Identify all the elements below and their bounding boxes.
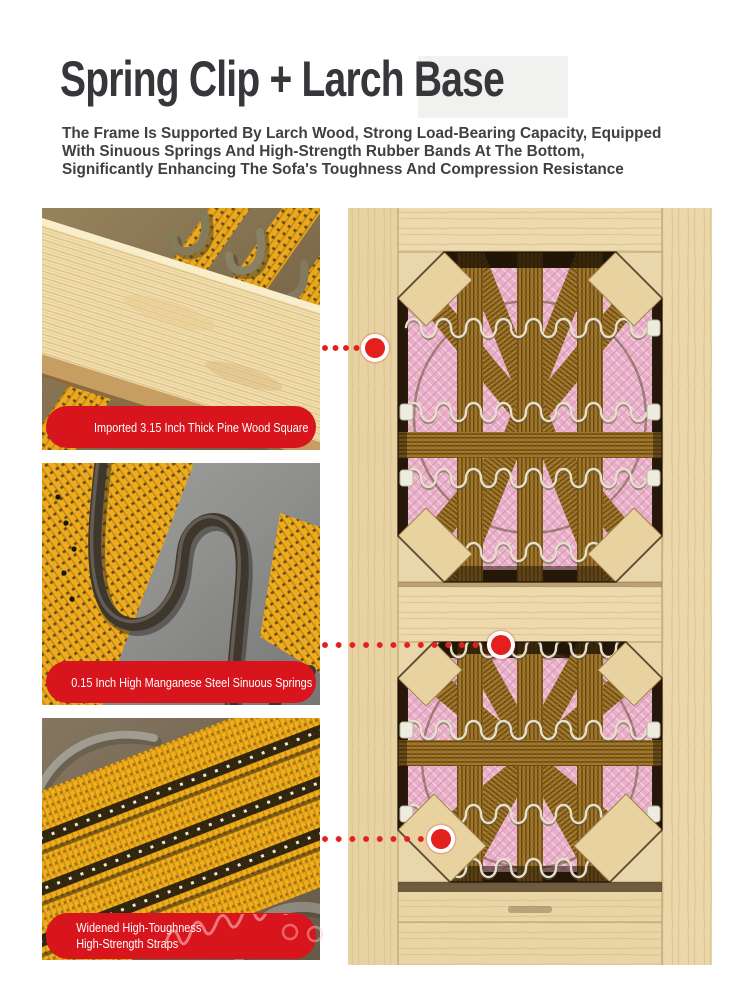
page-title: Spring Clip + Larch Base	[60, 51, 504, 107]
callout-label-straps	[46, 913, 316, 959]
connector-target-dot-2	[491, 635, 511, 655]
connector-target-dot-1	[365, 338, 385, 358]
upper-spring-panel	[398, 242, 662, 592]
strap-photo	[42, 718, 320, 960]
frame-base-photo-image	[348, 208, 712, 965]
callout-label-springs	[46, 661, 316, 703]
subtitle-line-1: The Frame Is Supported By Larch Wood, Strong Load-Bearing Capacity, Equipped	[62, 125, 662, 142]
connector-dots-3	[322, 836, 426, 842]
callout-label-pine-wood	[46, 406, 316, 448]
connector-dots-1	[322, 345, 370, 351]
frame-base-photo	[348, 208, 712, 965]
subtitle-line-3: Significantly Enhancing The Sofa's Toughness And Compression Resistance	[62, 161, 624, 178]
pine-wood-photo	[42, 208, 320, 450]
subtitle-line-2: With Sinuous Springs And High-Strength Rubber Bands At The Bottom,	[62, 143, 585, 160]
lower-spring-panel	[398, 632, 662, 892]
connector-target-dot-3	[431, 829, 451, 849]
connector-dots-2	[322, 642, 486, 648]
subtitle	[62, 125, 661, 179]
callout-label-text: Imported 3.15 Inch Thick Pine Wood Square	[94, 419, 309, 435]
sinuous-spring-photo	[42, 463, 320, 705]
callout-label-text: Widened High-Toughness High-Strength Straps	[76, 920, 202, 951]
callout-label-text: 0.15 Inch High Manganese Steel Sinuous Springs	[71, 674, 313, 690]
